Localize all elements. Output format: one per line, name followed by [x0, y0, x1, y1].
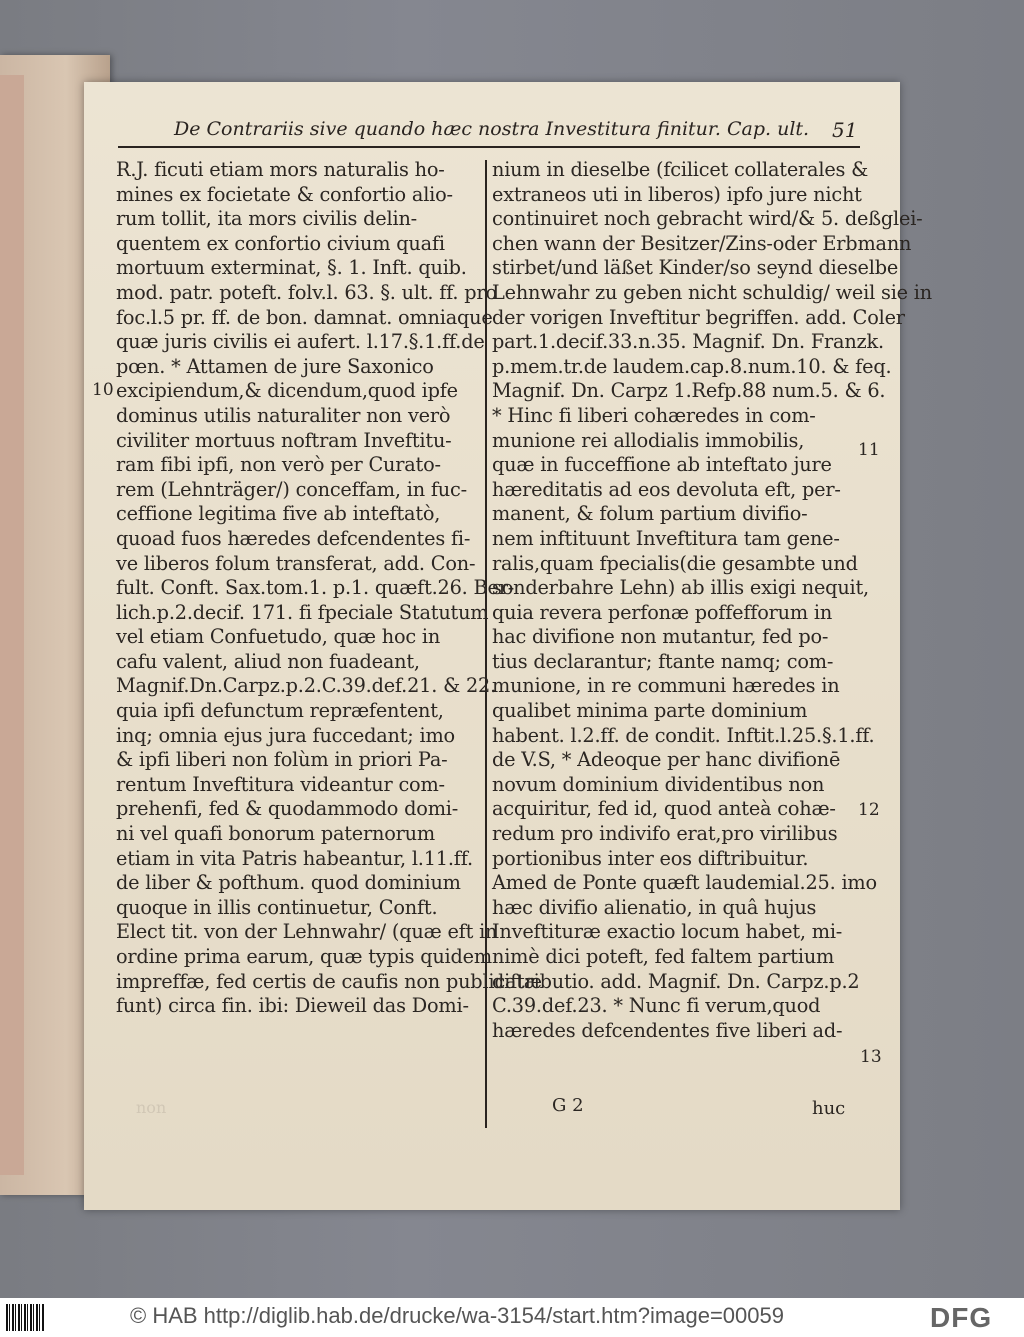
text-line: tius declarantur; ftante namq; com- [492, 649, 834, 673]
text-line: continuiret noch gebracht wird/& 5. deßglei- [492, 207, 923, 231]
text-line: extraneos uti in liberos) ipfo jure nicht [492, 182, 862, 206]
text-line: qualibet minima parte dominium [492, 699, 808, 723]
text-line: acquiritur, fed id, quod anteà cohæ- [492, 797, 836, 821]
text-line: quoque in illis continuetur, Conft. [116, 895, 438, 919]
text-line: hæredes defcendentes five liberi ad- [492, 1018, 843, 1042]
catchword: huc [812, 1098, 846, 1119]
text-line: prehenfi, fed & quodammodo domi- [116, 797, 459, 821]
margin-number-12: 12 [858, 800, 880, 820]
text-line: rem (Lehnträger/) conceffam, in fuc- [116, 477, 467, 501]
text-line: civiliter mortuus noftram Inveftitu- [116, 428, 452, 452]
left-text-column [116, 158, 542, 1019]
text-line: portionibus inter eos diftribuitur. [492, 846, 809, 870]
text-line: excipiendum,& dicendum,quod ipfe [116, 379, 458, 403]
text-line: Amed de Ponte quæft laudemial.25. imo [492, 871, 877, 895]
page-number: 51 [832, 118, 858, 142]
text-line: munione, in re communi hæredes in [492, 674, 840, 698]
text-line: Elect tit. von der Lehnwahr/ (quæ eft in [116, 920, 498, 944]
barcode-icon [6, 1304, 44, 1331]
text-line: Magnif. Dn. Carpz 1.Refp.88 num.5. & 6. [492, 379, 886, 403]
text-line: chen wann der Besitzer/Zins-oder Erbmann [492, 231, 912, 255]
text-line: pœn. * Attamen de jure Saxonico [116, 354, 434, 378]
text-line: fult. Conft. Sax.tom.1. p.1. quæft.26. Ber- [116, 576, 515, 600]
text-line: quæ in fucceffione ab inteftato jure [492, 453, 832, 477]
signature-mark: G 2 [552, 1095, 584, 1116]
text-line: sonderbahre Lehn) ab illis exigi nequit, [492, 576, 869, 600]
text-line: rum tollit, ita mors civilis delin- [116, 207, 417, 231]
text-line: manent, & folum partium divifio- [492, 502, 808, 526]
text-line: ceffione legitima five ab inteftatò, [116, 502, 441, 526]
margin-number-11: 11 [858, 440, 880, 460]
text-line: C.39.def.23. * Nunc fi verum,quod [492, 994, 821, 1018]
text-line: novum dominium dividentibus non [492, 772, 825, 796]
text-line: diftributio. add. Magnif. Dn. Carpz.p.2 [492, 969, 860, 993]
text-line: impreffæ, fed certis de caufis non publicatæ [116, 969, 542, 993]
text-line: quia ipfi defunctum repræfentent, [116, 699, 444, 723]
text-line: lich.p.2.decif. 171. fi fpeciale Statutum [116, 600, 489, 624]
text-line: etiam in vita Patris habeantur, l.11.ff. [116, 846, 473, 870]
text-line: cafu valent, aliud non fuadeant, [116, 649, 420, 673]
text-line: Lehnwahr zu geben nicht schuldig/ weil sie in [492, 280, 932, 304]
text-line: mod. patr. poteft. folv.l. 63. §. ult. ff. pro [116, 280, 497, 304]
text-line: der vorigen Inveftitur begriffen. add. Coler [492, 305, 905, 329]
text-line: quæ juris civilis ei aufert. l.17.§.1.ff.de [116, 330, 485, 354]
text-line: hæreditatis ad eos devoluta eft, per- [492, 477, 841, 501]
copyright-link[interactable]: © HAB http://diglib.hab.de/drucke/wa-3154/start.htm?image=00059 [130, 1303, 784, 1328]
margin-number-10: 10 [92, 380, 114, 400]
text-line: part.1.decif.33.n.35. Magnif. Dn. Franzk. [492, 330, 884, 354]
viewer-footer [0, 1298, 1024, 1337]
text-line: * Hinc fi liberi cohæredes in com- [492, 403, 816, 427]
text-line: hæc divifio alienatio, in quâ hujus [492, 895, 817, 919]
text-line: mines ex focietate & confortio alio- [116, 182, 453, 206]
text-line: rentum Inveftitura videantur com- [116, 772, 445, 796]
text-line: ni vel quafi bonorum paternorum [116, 822, 435, 846]
text-line: Inveftituræ exactio locum habet, mi- [492, 920, 843, 944]
text-line: vel etiam Confuetudo, quæ hoc in [116, 625, 441, 649]
text-line: & ipfi liberi non folùm in priori Pa- [116, 748, 448, 772]
text-line: ordine prima earum, quæ typis quidem [116, 945, 492, 968]
text-line: quia revera perfonæ poffefforum in [492, 600, 833, 624]
text-line: R.J. ficuti etiam mors naturalis ho- [116, 158, 445, 181]
text-line: Magnif.Dn.Carpz.p.2.C.39.def.21. & 22. [116, 674, 497, 698]
running-title: De Contrariis sive quando hæc nostra Investitura finitur. Cap. ult. [174, 118, 810, 140]
text-line: habent. l.2.ff. de condit. Inftit.l.25.§.1.ff. [492, 723, 875, 747]
text-line: ralis,quam fpecialis(die gesambte und [492, 551, 858, 575]
text-line: nimè dici poteft, fed faltem partium [492, 945, 835, 968]
text-line: mortuum exterminat, §. 1. Inft. quib. [116, 256, 467, 280]
text-line: de V.S, * Adeoque per hanc divifionē [492, 748, 841, 772]
margin-number-13: 13 [860, 1047, 882, 1067]
bleed-through-text: non [136, 1098, 167, 1117]
text-line: stirbet/und läßet Kinder/so seynd dieselbe [492, 256, 899, 280]
text-line: redum pro indivifo erat,pro virilibus [492, 822, 838, 846]
text-line: ram fibi ipfi, non verò per Curato- [116, 453, 441, 477]
text-line: nium in dieselbe (fcilicet collaterales & [492, 158, 869, 181]
text-line: quentem ex confortio civium quafi [116, 231, 445, 255]
text-line: hac divifione non mutantur, fed po- [492, 625, 829, 649]
text-line: de liber & pofthum. quod dominium [116, 871, 461, 895]
text-line: p.mem.tr.de laudem.cap.8.num.10. & feq. [492, 354, 892, 378]
text-line: dominus utilis naturaliter non verò [116, 403, 451, 427]
header-rule [118, 146, 860, 148]
text-line: ve liberos folum transferat, add. Con- [116, 551, 476, 575]
text-line: munione rei allodialis immobilis, [492, 428, 805, 452]
dfg-logo: DFG [930, 1302, 993, 1333]
text-line: quoad fuos hæredes defcendentes fi- [116, 526, 471, 550]
text-line: funt) circa fin. ibi: Dieweil das Domi- [116, 994, 469, 1018]
text-line: inq; omnia ejus jura fuccedant; imo [116, 723, 455, 747]
text-line: foc.l.5 pr. ff. de bon. damnat. omniaque [116, 305, 493, 329]
text-line: nem inftituunt Inveftitura tam gene- [492, 526, 840, 550]
